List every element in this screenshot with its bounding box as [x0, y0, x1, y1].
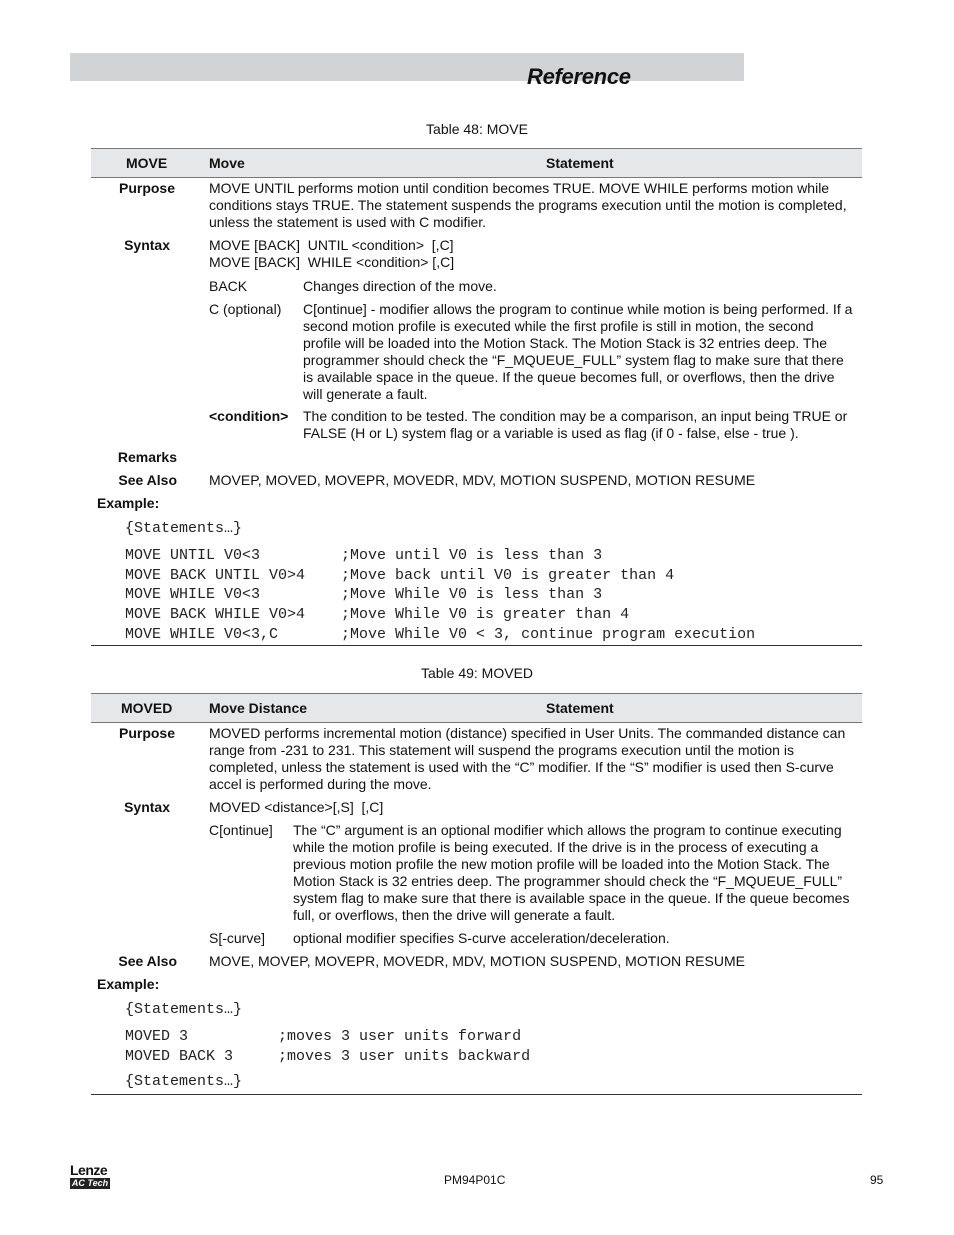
table49-statements-bottom: {Statements…}: [125, 1073, 243, 1090]
table48-syntax-line-2: MOVE [BACK] WHILE <condition> [,C]: [209, 254, 455, 270]
table48-param-desc: C[ontinue] - modifier allows the program to continue while motion is being performed. If a second motion profile is executed while the first profile is still in motion, the second profile will be loaded into the Motion Stack. The Motion Stack is 32 entries deep. The programmer should check the “F_MQUEUE_FULL” system flag to make sure that there is available space in the queue. If the queue becomes full, or overflows, then the drive will generate a fault.: [303, 301, 853, 402]
table48-syntax-line-1: MOVE [BACK] UNTIL <condition> [,C]: [209, 237, 454, 253]
footer-page-number: 95: [870, 1173, 884, 1187]
table48-syntax-label: Syntax: [124, 237, 170, 253]
table48-head-col1: MOVE: [126, 155, 168, 171]
table48-param-name: <condition>: [209, 408, 289, 424]
table49-purpose-label: Purpose: [118, 725, 175, 741]
header-bar: [70, 53, 744, 81]
table49-statements-top: {Statements…}: [125, 1001, 243, 1018]
table49-param-name: C[ontinue]: [209, 822, 273, 838]
table49-code-block: MOVED 3 ;moves 3 user units forward MOVED BACK 3 ;moves 3 user units backward: [125, 1028, 531, 1065]
table48-code-block: MOVE UNTIL V0<3 ;Move until V0 is less than 3 MOVE BACK UNTIL V0>4 ;Move back until V0 is greater than 4 MOVE WHILE V0<3 ;Move While V0 is less than 3 MOVE BACK WHILE V0>4 ;Move While V0 is greater than 4 MOVE WHILE V0<3,C ;Move While V0 < 3, continue program execution: [125, 547, 756, 643]
table48-param-name: BACK: [209, 278, 248, 294]
table49-bottom-rule: [91, 1094, 862, 1095]
table49-header: [91, 693, 862, 723]
table48-purpose-label: Purpose: [118, 180, 175, 196]
lenze-logo: [70, 1163, 110, 1189]
table49-param-name: S[-curve]: [209, 930, 266, 946]
table49-syntax-line: MOVED <distance>[,S] [,C]: [209, 799, 384, 815]
table49-head-col1: MOVED: [121, 700, 173, 716]
table48-example-label: Example:: [97, 495, 160, 511]
logo-wordmark: Lenze: [70, 1162, 108, 1178]
table48-param-desc: Changes direction of the move.: [303, 278, 497, 294]
table48-param-name: C (optional): [209, 301, 282, 317]
table48-bottom-rule: [91, 645, 862, 646]
table48-head-col2: Move: [209, 155, 245, 171]
table48-head-col3: Statement: [546, 155, 614, 171]
table49-head-col3: Statement: [546, 700, 614, 716]
table48-statements-placeholder: {Statements…}: [125, 520, 243, 537]
table49-param-desc: The “C” argument is an optional modifier which allows the program to continue executing while the motion profile is being executed. If the drive is in the process of executing a previous motion profile the new motion profile will be loaded into the Motion Stack. The Motion Stack is 32 entries deep. The programmer should check the “F_MQUEUE_FULL” system flag to make sure that there is available space in the queue. If the queue becomes full, or overflows, then the drive will generate a fault.: [293, 822, 850, 923]
table49-caption: Table 49: MOVED: [420, 665, 534, 681]
footer-doc-id: PM94P01C: [444, 1173, 506, 1187]
section-title: Reference: [527, 64, 631, 89]
table49-seealso-text: MOVE, MOVEP, MOVEPR, MOVEDR, MDV, MOTION SUSPEND, MOTION RESUME: [209, 953, 745, 969]
table49-param-desc: optional modifier specifies S-curve acceleration/deceleration.: [293, 930, 670, 946]
table48-param-desc: The condition to be tested. The condition may be a comparison, an input being TRUE or FALSE (H or L) system flag or a variable is used as flag (if 0 - false, else - true ).: [303, 408, 848, 441]
table49-purpose-text: MOVED performs incremental motion (distance) specified in User Units. The commanded distance can range from -231 to 231. This statement will suspend the programs execution until the motion is completed, unless the statement is used with the “C” modifier. If the “S” modifier is used then S-curve accel is performed during the move.: [209, 725, 846, 792]
table48-remarks-label: Remarks: [117, 449, 177, 465]
table48-caption: Table 48: MOVE: [426, 121, 528, 137]
logo-actech-badge: AC Tech: [71, 1178, 109, 1188]
table48-seealso-label: See Also: [118, 472, 177, 488]
table49-seealso-label: See Also: [118, 953, 177, 969]
table48-seealso-text: MOVEP, MOVED, MOVEPR, MOVEDR, MDV, MOTION SUSPEND, MOTION RESUME: [209, 472, 756, 488]
table49-example-label: Example:: [97, 976, 160, 992]
table48-purpose-text: MOVE UNTIL performs motion until condition becomes TRUE. MOVE WHILE performs motion while conditions stays TRUE. The statement suspends the programs execution until the motion is completed, unless the statement is used with C modifier.: [209, 180, 847, 230]
table48-header: [91, 148, 862, 178]
table49-head-col2: Move Distance: [209, 700, 308, 716]
table49-syntax-label: Syntax: [124, 799, 170, 815]
